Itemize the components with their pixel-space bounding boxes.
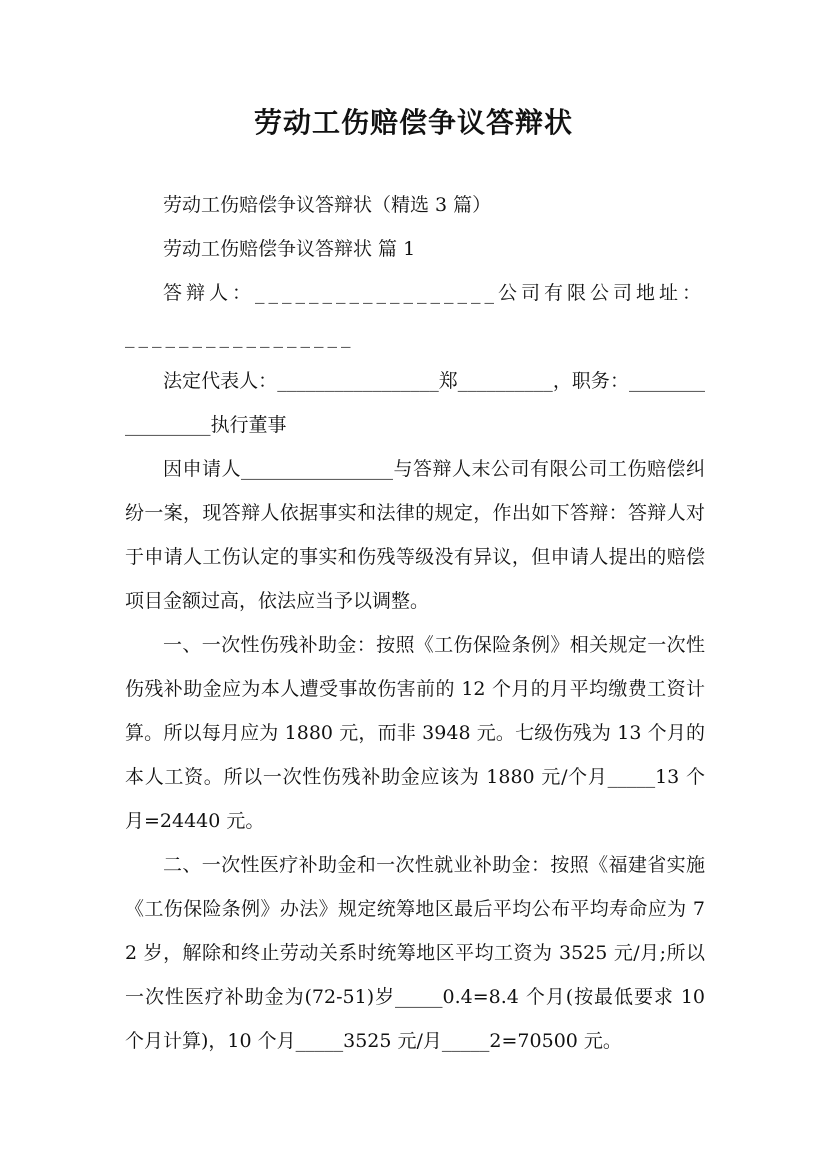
point-two-paragraph: 二、一次性医疗补助金和一次性就业补助金：按照《福建省实施《工伤保险条例》办法》规定统筹地区最后平均公布平均寿命应为 72 岁，解除和终止劳动关系时统筹地区平均工资为 3525 元/月;所以一次性医疗补助金为(72-51)岁_____0.4=8.4 个月(按最低要求 10 个月计算)，10 个月_____3525 元/月_____2=70500 元。 bbox=[125, 854, 705, 1052]
respondent-line: 答辩人：__________________公司有限公司地址：_________________ bbox=[125, 282, 706, 348]
intro-paragraph: 因申请人________________与答辩人末公司有限公司工伤赔偿纠纷一案，现答辩人依据事实和法律的规定，作出如下答辩：答辩人对于申请人工伤认定的事实和伤残等级没有异议，但申请人提出的赔偿项目金额过高，依法应当予以调整。 bbox=[125, 458, 705, 612]
doc-subtitle: 劳动工伤赔偿争议答辩状（精选 3 篇） bbox=[163, 194, 492, 216]
section-heading: 劳动工伤赔偿争议答辩状 篇 1 bbox=[163, 238, 416, 260]
document-body bbox=[125, 183, 705, 1063]
point-one-paragraph: 一、一次性伤残补助金：按照《工伤保险条例》相关规定一次性伤残补助金应为本人遭受事故伤害前的 12 个月的月平均缴费工资计算。所以每月应为 1880 元，而非 3948 元。七级伤残为 13 个月的本人工资。所以一次性伤残补助金应该为 1880 元/个月_____13 个月=24440 元。 bbox=[125, 634, 705, 832]
legal-representative-line: 法定代表人：_________________郑__________，职务：_________________执行董事 bbox=[125, 370, 705, 436]
document-title: 劳动工伤赔偿争议答辩状 bbox=[253, 106, 573, 139]
